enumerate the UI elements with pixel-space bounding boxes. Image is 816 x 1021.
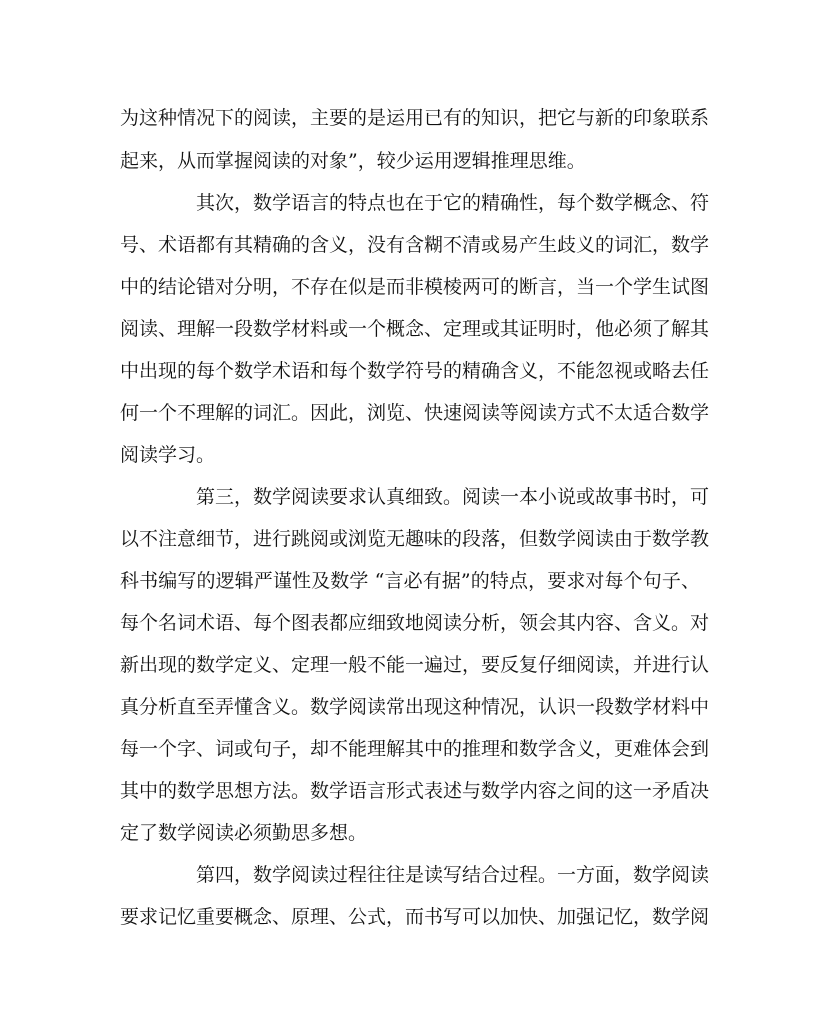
text-line: 阅读学习。 xyxy=(120,444,216,466)
text-line: 何一个不理解的词汇。因此，浏览、快速阅读等阅读方式不太适合数学 xyxy=(120,402,710,424)
text-line: 以不注意细节，进行跳阅或浏览无趣味的段落，但数学阅读由于数学教 xyxy=(120,528,710,550)
text-line: 定了数学阅读必须勤思多想。 xyxy=(120,822,368,844)
text-line: 中的结论错对分明，不存在似是而非模棱两可的断言，当一个学生试图 xyxy=(120,276,710,298)
text-line: 每一个字、词或句子，却不能理解其中的推理和数学含义，更难体会到 xyxy=(120,738,710,760)
text-line: 真分析直至弄懂含义。数学阅读常出现这种情况，认识一段数学材料中 xyxy=(120,696,710,718)
paragraph-first-line: 第四，数学阅读过程往往是读写结合过程。一方面，数学阅读 xyxy=(196,864,710,886)
text-line: 阅读、理解一段数学材料或一个概念、定理或其证明时，他必须了解其 xyxy=(120,318,710,340)
paragraph-first-line: 其次，数学语言的特点也在于它的精确性，每个数学概念、符 xyxy=(196,192,710,214)
text-line: 为这种情况下的阅读，主要的是运用已有的知识，把它与新的印象联系 xyxy=(120,107,710,129)
text-line: 科书编写的逻辑严谨性及数学 “言必有据”的特点，要求对每个句子、 xyxy=(120,570,700,592)
text-line: 起来，从而掌握阅读的对象”，较少运用逻辑推理思维。 xyxy=(120,150,586,172)
text-line: 每个名词术语、每个图表都应细致地阅读分析，领会其内容、含义。对 xyxy=(120,612,710,634)
text-line: 新出现的数学定义、定理一般不能一遍过，要反复仔细阅读，并进行认 xyxy=(120,654,710,676)
text-line: 其中的数学思想方法。数学语言形式表述与数学内容之间的这一矛盾决 xyxy=(120,780,710,802)
text-line: 要求记忆重要概念、原理、公式，而书写可以加快、加强记忆，数学阅 xyxy=(120,906,710,928)
text-line: 中出现的每个数学术语和每个数学符号的精确含义，不能忽视或略去任 xyxy=(120,360,710,382)
paragraph-first-line: 第三，数学阅读要求认真细致。阅读一本小说或故事书时，可 xyxy=(196,486,710,508)
text-line: 号、术语都有其精确的含义，没有含糊不清或易产生歧义的词汇，数学 xyxy=(120,234,710,256)
